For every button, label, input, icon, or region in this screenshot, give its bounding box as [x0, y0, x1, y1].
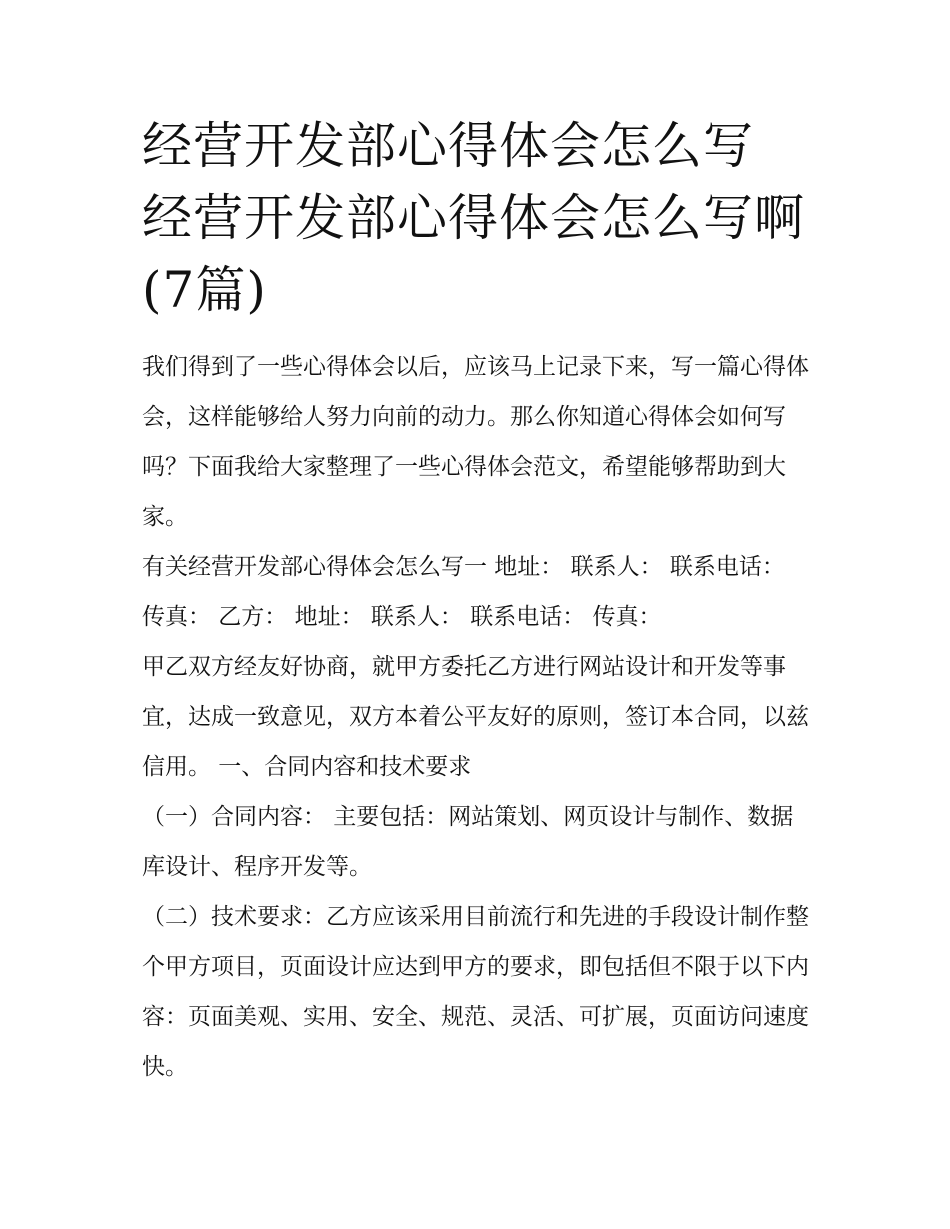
paragraph-technical-requirements: （二）技术要求：乙方应该采用目前流行和先进的手段设计制作整个甲方项目，页面设计应达到甲方的要求，即包括但不限于以下内容：页面美观、实用、安全、规范、灵活、可扩展，页面访问速度快。	[142, 904, 809, 1080]
paragraph-agreement: 甲乙双方经友好协商，就甲方委托乙方进行网站设计和开发等事宜，达成一致意见，双方本着公平友好的原则，签订本合同，以兹信用。 一、合同内容和技术要求	[142, 654, 809, 780]
document-body	[142, 342, 814, 1092]
paragraph-contact-info: 有关经营开发部心得体会怎么写一 地址： 联系人： 联系电话： 传真： 乙方： 地址： 联系人： 联系电话： 传真：	[142, 554, 785, 630]
document-title: 经营开发部心得体会怎么写 经营开发部心得体会怎么写啊(7篇)	[142, 117, 805, 319]
paragraph-contract-content: （一）合同内容： 主要包括：网站策划、网页设计与制作、数据库设计、程序开发等。	[142, 804, 794, 880]
document-page	[142, 110, 814, 1092]
paragraph-intro: 我们得到了一些心得体会以后，应该马上记录下来，写一篇心得体会，这样能够给人努力向前的动力。那么你知道心得体会如何写吗？下面我给大家整理了一些心得体会范文，希望能够帮助到大家。	[142, 354, 809, 530]
